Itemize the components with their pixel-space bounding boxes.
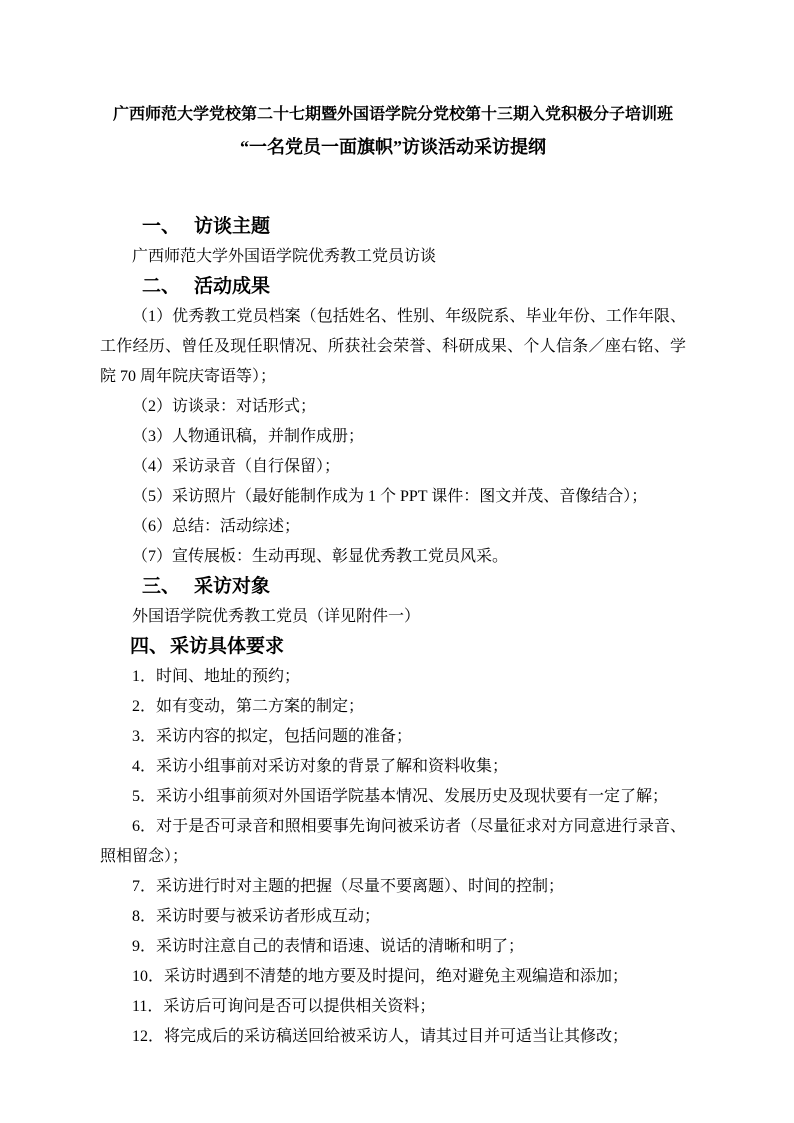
section-interview-topic <box>100 212 686 272</box>
document-title-line-2: “一名党员一面旗帜”访谈活动采访提纲 <box>240 137 546 157</box>
section-heading-label: 采访对象 <box>194 576 271 597</box>
numbered-item-paragraph: 9．采访时注意自己的表情和语速、说话的清晰和明了； <box>132 938 525 955</box>
numbered-item-paragraph: 11．采访后可询问是否可以提供相关资料； <box>132 998 436 1015</box>
section-heading-label: 采访具体要求 <box>170 636 285 657</box>
section-number: 一、 <box>142 216 181 237</box>
list-item-paragraph: （7）宣传展板：生动再现、彰显优秀教工党员风采。 <box>132 548 509 565</box>
section-activity-results <box>100 272 686 572</box>
paragraph: 外国语学院优秀教工党员（详见附件一） <box>132 608 421 625</box>
numbered-item-paragraph: 1．时间、地址的预约； <box>132 668 301 685</box>
numbered-item-paragraph: 4．采访小组事前对采访对象的背景了解和资料收集； <box>132 758 509 775</box>
numbered-item-paragraph: 7．采访进行时对主题的把握（尽量不要离题）、时间的控制； <box>132 878 565 895</box>
numbered-item-paragraph: 3．采访内容的拟定，包括问题的准备； <box>132 728 413 745</box>
section-heading <box>100 272 686 302</box>
title-spacer <box>100 163 686 212</box>
document-title-line-1: 广西师范大学党校第二十七期暨外国语学院分党校第十三期入党积极分子培训班 <box>112 106 673 123</box>
section-heading <box>100 632 686 662</box>
numbered-item-paragraph: 6．对于是否可录音和照相要事先询问被采访者（尽量征求对方同意进行录音、照相留念）； <box>100 818 686 865</box>
numbered-item-paragraph: 10．采访时遇到不清楚的地方要及时提问，绝对避免主观编造和添加； <box>132 968 629 985</box>
list-item-paragraph: （1）优秀教工党员档案（包括姓名、性别、年级院系、毕业年份、工作年限、工作经历、曾任及现任职情况、所获社会荣誉、科研成果、个人信条／座右铭、学院 70 周年院庆寄语等）； <box>100 308 686 385</box>
section-number: 二、 <box>142 276 181 297</box>
section-interview-requirements <box>100 632 686 1052</box>
numbered-item-paragraph: 8．采访时要与被采访者形成互动； <box>132 908 381 925</box>
numbered-item-paragraph: 2．如有变动，第二方案的制定； <box>132 698 365 715</box>
list-item-paragraph: （5）采访照片（最好能制作成为 1 个 PPT 课件：图文并茂、音像结合）； <box>132 488 648 505</box>
section-heading-label: 活动成果 <box>194 276 271 297</box>
numbered-item-paragraph: 5．采访小组事前须对外国语学院基本情况、发展历史及现状要有一定了解； <box>132 788 669 805</box>
list-item-paragraph: （2）访谈录：对话形式； <box>132 398 317 415</box>
list-item-paragraph: （4）采访录音（自行保留）； <box>132 458 341 475</box>
document-content <box>100 0 686 1052</box>
section-number: 三、 <box>142 576 181 597</box>
section-heading-label: 访谈主题 <box>194 216 271 237</box>
numbered-item-paragraph: 12．将完成后的采访稿送回给被采访人，请其过目并可适当让其修改； <box>132 1028 629 1045</box>
paragraph: 广西师范大学外国语学院优秀教工党员访谈 <box>132 248 437 265</box>
list-item-paragraph: （6）总结：活动综述； <box>132 518 301 535</box>
section-number: 四、 <box>130 636 169 657</box>
section-heading <box>100 212 686 242</box>
list-item-paragraph: （3）人物通讯稿，并制作成册； <box>132 428 365 445</box>
section-interviewees <box>100 572 686 632</box>
section-heading <box>100 572 686 602</box>
